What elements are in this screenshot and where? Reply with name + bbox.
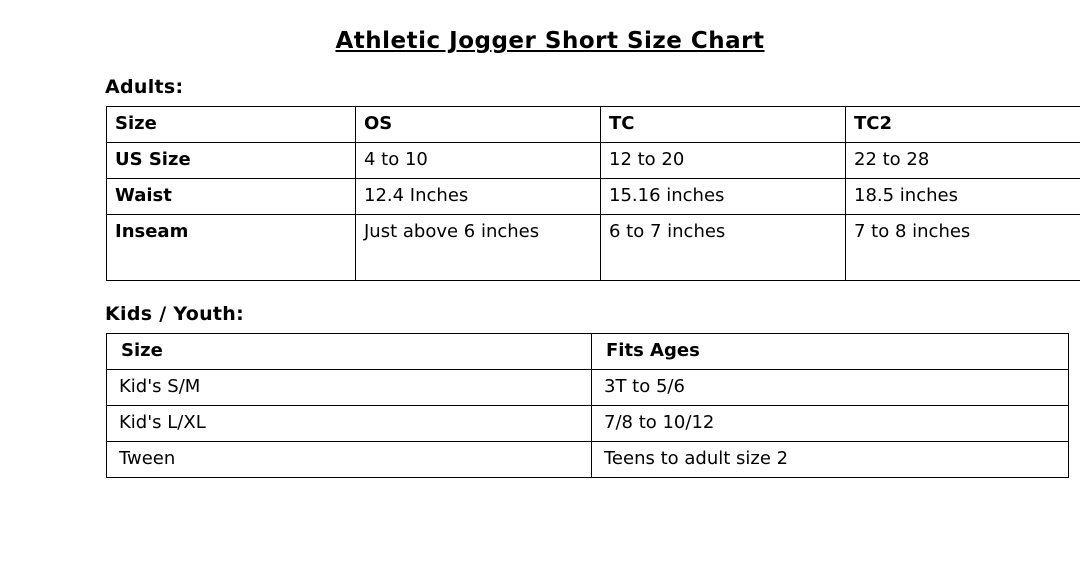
table-row [107,215,1080,281]
table-header-cell: Size [107,107,356,143]
table-cell: 12.4 Inches [356,179,601,215]
table-cell: Just above 6 inches [356,215,601,281]
table-header-cell: TC [601,107,846,143]
page-title: Athletic Jogger Short Size Chart [0,28,1080,54]
table-row [107,406,1069,442]
table-row [107,143,1080,179]
table-row [107,334,1069,370]
table-cell: 12 to 20 [601,143,846,179]
table-header-cell: Size [107,334,592,370]
table-header-cell: OS [356,107,601,143]
table-cell: 7/8 to 10/12 [592,406,1069,442]
table-cell: 3T to 5/6 [592,370,1069,406]
table-cell: Kid's S/M [107,370,592,406]
table-row-header: US Size [107,143,356,179]
table-cell: 4 to 10 [356,143,601,179]
table-row [107,179,1080,215]
section-label-adults: Adults: [105,76,1080,98]
table-cell: 6 to 7 inches [601,215,846,281]
table-row [107,107,1080,143]
table-cell: Tween [107,442,592,478]
table-row-header: Inseam [107,215,356,281]
adults-size-table [106,106,1080,281]
section-label-kids: Kids / Youth: [105,303,1080,325]
table-row [107,442,1069,478]
table-cell: Teens to adult size 2 [592,442,1069,478]
kids-size-table [106,333,1069,478]
table-header-cell: Fits Ages [592,334,1069,370]
table-cell: 7 to 8 inches [846,215,1080,281]
table-cell: 18.5 inches [846,179,1080,215]
table-cell: 22 to 28 [846,143,1080,179]
table-row [107,370,1069,406]
table-cell: Kid's L/XL [107,406,592,442]
table-header-cell: TC2 [846,107,1080,143]
document-page [0,28,1080,582]
table-cell: 15.16 inches [601,179,846,215]
table-row-header: Waist [107,179,356,215]
